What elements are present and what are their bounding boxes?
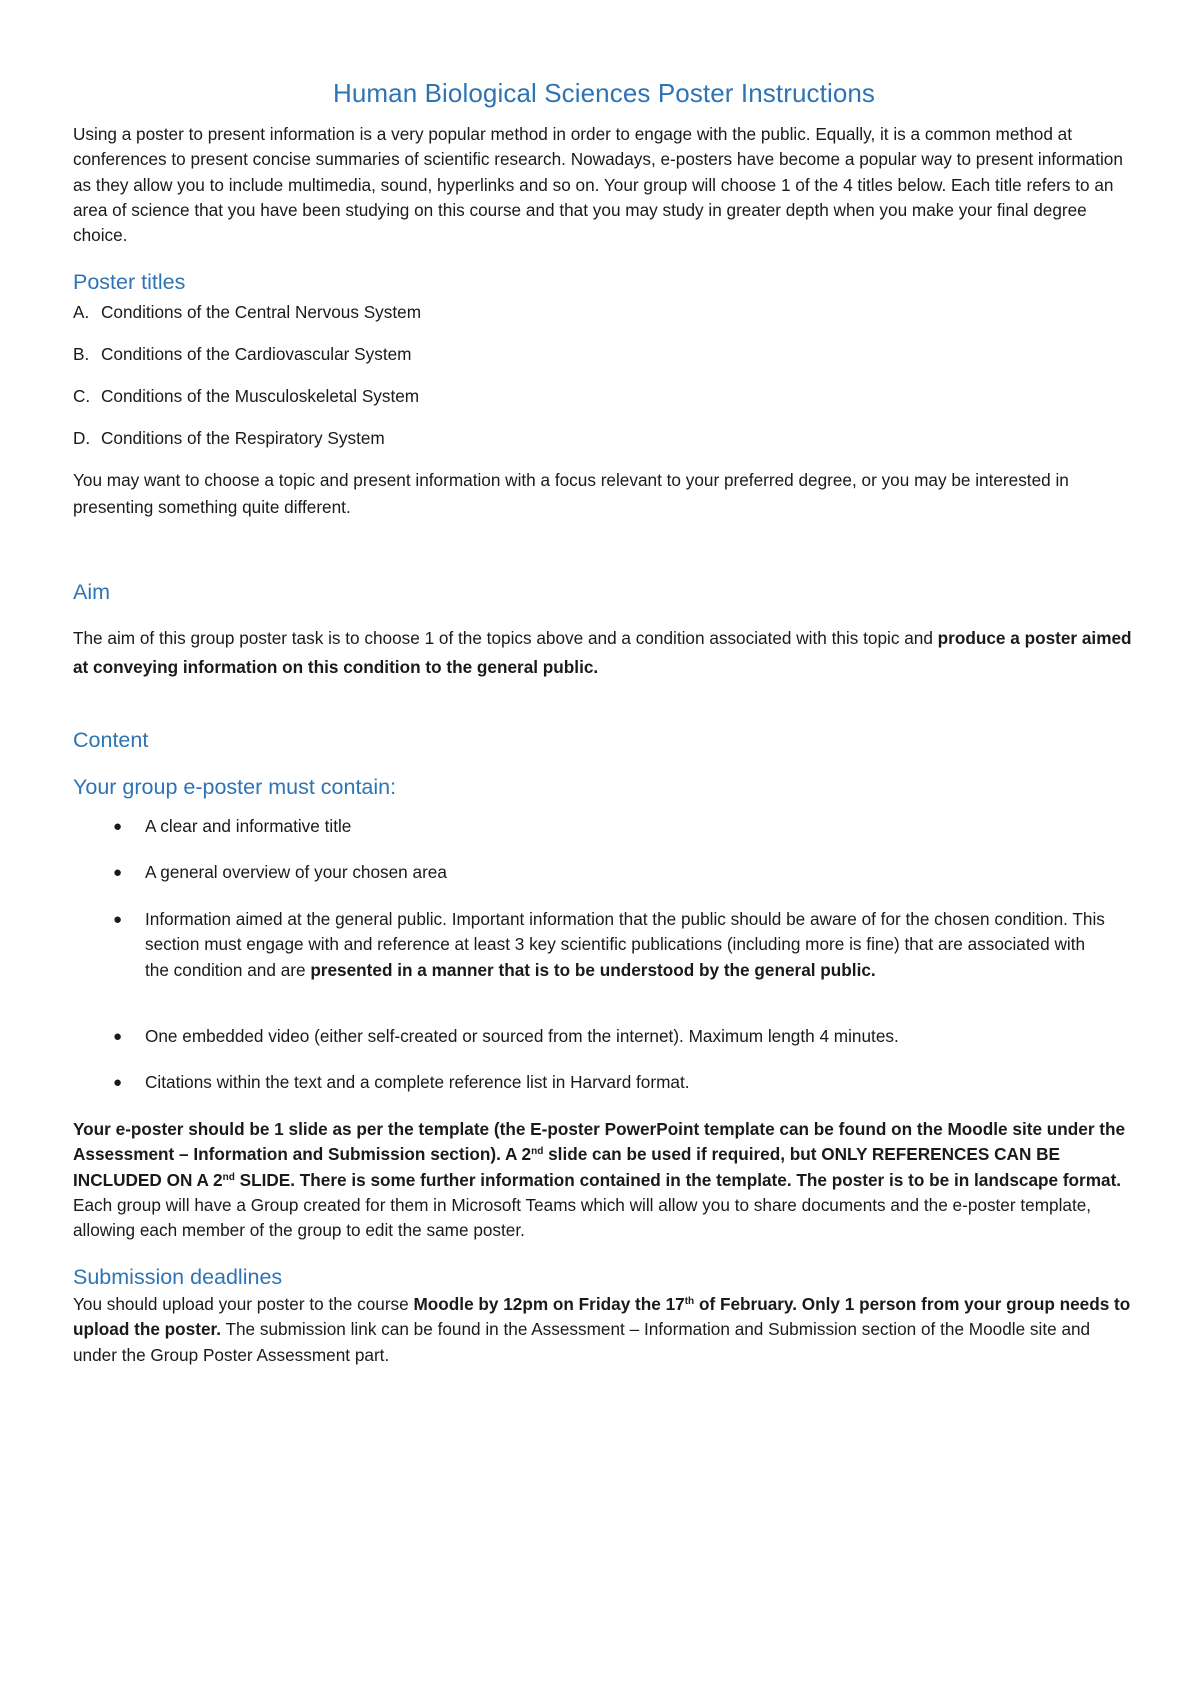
poster-title-item — [73, 384, 1135, 408]
submission-heading: Submission deadlines — [73, 1265, 283, 1289]
format-text-bold: slide can be used if required, but ONLY REFERENCES CAN BE INCLUDED ON A 2 — [73, 1144, 1061, 1190]
bullet-text-plain: Information aimed at the general public. Important information that the public should be aware of for the chosen condition. This section must engage with and reference at least 3 key scientific publications (including more is fine) that are associated with the condition and are — [145, 909, 1105, 980]
bullet-icon: ● — [113, 818, 123, 835]
bullet-text — [145, 814, 1105, 839]
bullet-text-plain: Citations within the text and a complete reference list in Harvard format. — [145, 1072, 690, 1092]
bullet-icon: ● — [113, 864, 123, 881]
content-heading: Content — [73, 728, 149, 752]
poster-titles-note: You may want to choose a topic and present information with a focus relevant to your preferred degree, or you may be interested in presenting something quite different. — [73, 470, 1069, 517]
page-title: Human Biological Sciences Poster Instructions — [332, 78, 876, 108]
poster-title-letter: C. — [73, 386, 91, 406]
format-text: Each group will have a Group created for them in Microsoft Teams which will allow you to share documents and the e-poster template, allowing each member of the group to edit the same poster. — [73, 1194, 1092, 1241]
format-text-bold: SLIDE. There is some further information contained in the template. The poster is to be in landscape format. — [234, 1169, 1122, 1190]
bullet-text — [145, 1070, 1105, 1095]
format-superscript: nd — [531, 1146, 544, 1158]
poster-titles-heading: Poster titles — [73, 270, 186, 294]
submission-text-bold: Moodle by 12pm on Friday the 17 — [413, 1294, 685, 1314]
submission-text: You should upload your poster to the course — [73, 1294, 414, 1314]
aim-paragraph — [73, 624, 1135, 682]
poster-title-item — [73, 342, 1135, 366]
poster-title-letter: D. — [73, 428, 91, 448]
bullet-icon: ● — [113, 1028, 123, 1045]
bullet-text — [145, 1024, 1105, 1049]
poster-title-label: Conditions of the Musculoskeletal System — [101, 386, 420, 406]
poster-title-label: Conditions of the Respiratory System — [101, 428, 385, 448]
submission-paragraph — [73, 1292, 1135, 1368]
bullet-icon: ● — [113, 1074, 123, 1091]
format-text-bold: Your e-poster should be 1 slide as per the template (the E-poster PowerPoint template can be found on the Moodle site under the Assessment – Information and Submission section). — [73, 1119, 1126, 1165]
poster-title-label: Conditions of the Central Nervous System — [101, 302, 422, 322]
content-subheading: Your group e-poster must contain: — [73, 775, 397, 799]
format-paragraph — [73, 1117, 1135, 1243]
submission-text-bold: of February. Only 1 person from your group needs to upload the poster. — [73, 1294, 1131, 1340]
bullet-text-plain: One embedded video (either self-created or sourced from the internet). Maximum length 4 minutes. — [145, 1026, 899, 1046]
submission-superscript: th — [684, 1296, 695, 1307]
poster-title-letter: A. — [73, 302, 90, 322]
bullet-icon: ● — [113, 911, 123, 928]
bullet-text — [145, 907, 1105, 983]
poster-title-letter: B. — [73, 344, 90, 364]
intro-paragraph: Using a poster to present information is a very popular method in order to engage with the public. Equally, it is a common method at conferences to present concise summaries of scientific research. Nowadays, e-posters have become a popular way to present information as they allow you to include multimedia, sound, hyperlinks and so on. Your group will choose 1 of the 4 titles below. Each title refers to an area of science that you have been studying on this course and that you may study in greater depth when you make your final degree choice. — [73, 124, 1123, 246]
format-text-bold: A 2 — [500, 1144, 532, 1165]
bullet-text-plain: A clear and informative title — [145, 816, 352, 836]
format-superscript: nd — [222, 1171, 235, 1183]
aim-heading: Aim — [73, 580, 111, 604]
document-page — [73, 0, 1135, 1698]
aim-text: The aim of this group poster task is to choose 1 of the topics above and a condition associated with this topic and — [73, 628, 938, 648]
aim-text-bold: produce a poster aimed at conveying information on this condition to the general public. — [73, 628, 1132, 677]
poster-title-item — [73, 300, 1135, 324]
poster-title-item — [73, 426, 1135, 450]
submission-text: The submission link can be found in the Assessment – Information and Submission section of the Moodle site and under the Group Poster Assessment part. — [73, 1319, 1091, 1365]
bullet-text-plain: A general overview of your chosen area — [145, 862, 447, 882]
bullet-text-bold: presented in a manner that is to be understood by the general public. — [310, 959, 876, 980]
poster-title-label: Conditions of the Cardiovascular System — [101, 344, 412, 364]
bullet-text — [145, 860, 1105, 885]
